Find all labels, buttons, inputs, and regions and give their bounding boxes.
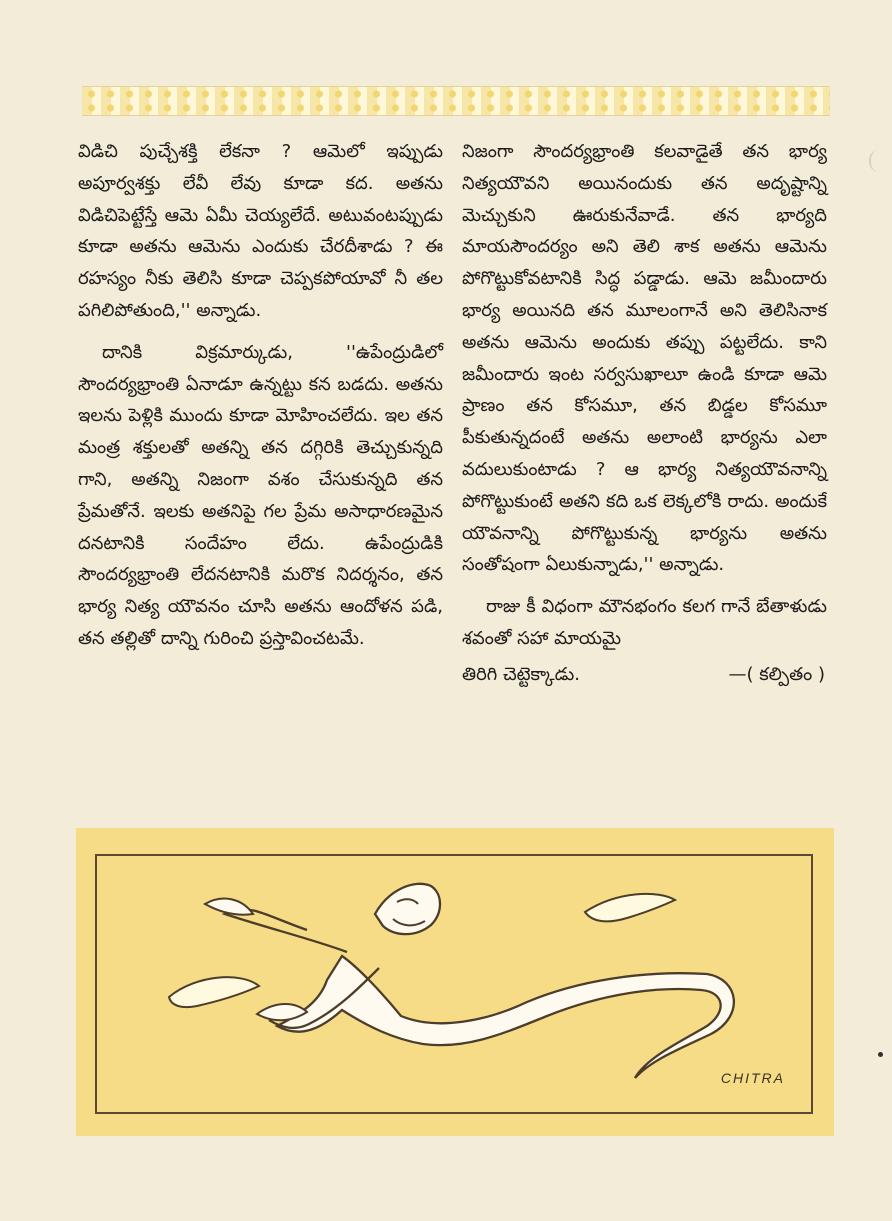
left-paragraph-1: విడిచి పుచ్చేశక్తి లేకనా ? ఆమెలో ఇప్పుడు అపూర్వశక్తు లేవీ లేవు కూడా కద. అతను విడిచిపెట్టేస్తే ఆమె ఏమీ చెయ్యలేదే. అటువంటప్పుడు కూడా అతను ఆమెను ఎందుకు చేరదీశాడు ? ఈ రహస్యం నీకు తెలిసి కూడా చెప్పకపోయావో నీ తల పగిలిపోతుంది,'' అన్నాడు. <box>78 141 443 321</box>
story-ending <box>462 659 827 691</box>
right-paragraph-2: రాజు కీ విధంగా మౌనభంగం కలగ గానే బేతాళుడు శవంతో సహా మాయమై <box>462 596 827 649</box>
cloud-icon <box>585 894 675 922</box>
left-paragraph-2: దానికి విక్రమార్కుడు, ''ఉపేంద్రుడిలో సౌందర్యభ్రాంతి ఏనాడూ ఉన్నట్టు కన బడదు. అతను ఇలను పెళ్లికి ముందు కూడా మోహించలేదు. ఇల తన మంత్ర శక్తులతో అతన్ని తన దగ్గిరికి తెచ్చుకున్నది గాని, అతన్ని నిజంగా వశం చేసుకున్నది తన ప్రేమతోనే. ఇలకు అతనిపై గల ప్రేమ అసాధారణమైన దనటానికి సందేహం లేదు. ఉపేంద్రుడికి సౌందర్యభ్రాంతి లేదనటానికి మరొక నిదర్శనం, తన భార్య నిత్య యౌవనం చూసి అతను ఆందోళన పడి, తన తల్లితో దాన్ని గురించి ప్రస్తావించటమే. <box>78 341 443 649</box>
illustration-panel <box>76 828 834 1136</box>
right-column <box>462 136 827 691</box>
ghost-illustration <box>97 856 815 1116</box>
illustration-frame <box>95 854 813 1114</box>
cloud-icon <box>169 977 259 1007</box>
page-edge-mark <box>869 150 883 172</box>
right-paragraph-1: నిజంగా సౌందర్యభ్రాంతి కలవాడైతే తన భార్య నిత్యయౌవని అయినందుకు తన అదృష్టాన్ని మెచ్చుకుని ఊరుకునేవాడే. తన భార్యది మాయసౌందర్యం అని తెలి శాక అతను ఆమెను పోగొట్టుకోవటానికి సిద్ధ పడ్డాడు. ఆమె జమీందారు భార్య అయినది తన మూలంగానే అని తెలిసినాక అతను ఆమెను అందుకు తప్పు పట్టలేదు. కాని జమీందారు ఇంట సర్వసుఖాలూ ఉండి కూడా ఆమె ప్రాణం తన కోసమూ, తన బిడ్డల కోసమూ పీకుతున్నదంటే అతను అలాంటి భార్యను ఎలా వదులుకుంటాడు ? ఆ భార్య నిత్యయౌవనాన్ని పోగొట్టుకుంటే అతని కది ఒక లెక్కలోకి రాదు. అందుకే యౌవనాన్ని పోగొట్టుకున్న భార్యను అతను సంతోషంగా ఏలుకున్నాడు,'' అన్నాడు. <box>462 141 827 576</box>
artist-signature: CHITRA <box>720 1070 785 1086</box>
story-credit: —( కల్పితం ) <box>728 663 825 685</box>
final-line: తిరిగి చెట్టెక్కాడు. <box>462 663 580 685</box>
ghost-left-arm <box>225 910 347 952</box>
decorative-border <box>82 86 830 116</box>
page-edge-dot <box>878 1052 883 1057</box>
left-column <box>78 136 443 655</box>
ghost-body <box>277 956 734 1078</box>
ghost-left-hand <box>205 899 253 915</box>
ghost-head <box>375 884 440 934</box>
